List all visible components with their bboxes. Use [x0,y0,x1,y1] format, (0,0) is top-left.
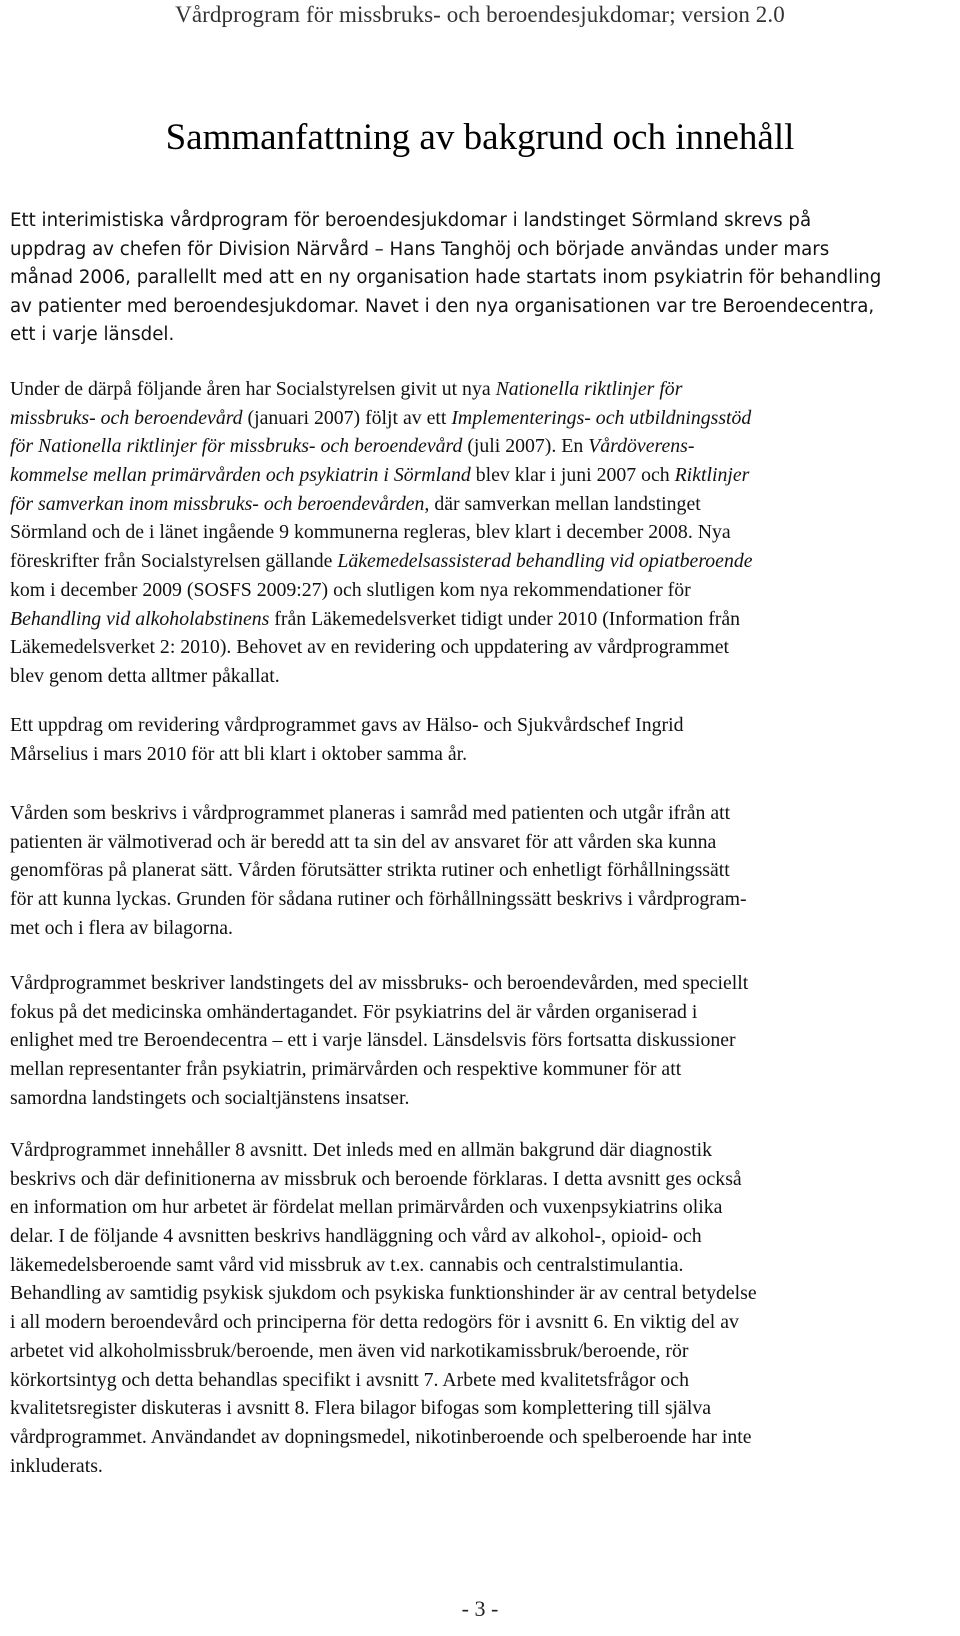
text-line [10,236,960,265]
text-line [10,914,960,943]
body-text: i all modern beroendevård och principerna för detta redogörs för i avsnitt 6. En viktig del av [10,1311,739,1334]
italic-title-text: Implementerings- och utbildningsstöd [451,406,752,429]
paragraph-care-planning [10,799,960,942]
body-text: enlighet med tre Beroendecentra – ett i varje länsdel. Länsdelsvis förs fortsatta diskussioner [10,1029,736,1052]
text-line [10,799,960,828]
text-line [10,1055,960,1084]
text-line [10,1165,960,1194]
body-text: föreskrifter från Socialstyrelsen gällande [10,550,338,573]
body-text: beskrivs och där definitionerna av missbruk och beroende förklaras. I detta avsnitt ges också [10,1167,742,1190]
text-line [10,1337,960,1366]
body-text: Mårselius i mars 2010 för att bli klart i oktober samma år. [10,742,468,765]
italic-title-text: Vårdöverens- [588,435,695,458]
body-text: uppdrag av chefen för Division Närvård – Hans Tanghöj och började användas under mars [10,238,830,260]
text-line [10,1452,960,1481]
body-text: fokus på det medicinska omhändertagandet. För psykiatrins del är vården organiserad i [10,1000,698,1023]
italic-title-text: Riktlinjer [674,464,750,487]
text-line [10,1308,960,1337]
body-text: av patienter med beroendesjukdomar. Navet i den nya organisationen var tre Beroendecentra, [10,295,875,317]
body-text: genomföras på planerat sätt. Vården förutsätter strikta rutiner och enhetligt förhållningssätt [10,859,730,882]
body-text: en information om hur arbetet är fördelat mellan primärvården och vuxenpsykiatrins olika [10,1196,723,1219]
body-text: delar. I de följande 4 avsnitten beskrivs handläggning och vård av alkohol-, opioid- och [10,1225,702,1248]
body-text: Ett interimistiska vårdprogram för beroendesjukdomar i landstinget Sörmland skrevs på [10,210,812,231]
page-title: Sammanfattning av bakgrund och innehåll [165,117,795,158]
text-line [10,547,960,576]
text-line [10,375,960,404]
text-line [10,885,960,914]
italic-title-text: missbruks- och beroendevård [10,406,243,429]
body-text: från Läkemedelsverket tidigt under 2010 (Information från [269,607,741,630]
body-text: Vården som beskrivs i vårdprogrammet planeras i samråd med patienten och utgår ifrån att [10,802,731,824]
italic-title-text: kommelse mellan primärvården och psykiatrin i Sörmland [10,464,471,487]
body-text: , där samverkan mellan landstinget [424,492,701,515]
body-text: vårdprogrammet. Användandet av dopningsmedel, nikotinberoende och spelberoende har inte [10,1425,752,1448]
body-text: ett i varje länsdel. [10,324,175,345]
page-number: - 3 - [461,1596,499,1621]
body-text: patienten är välmotiverad och är beredd att ta sin del av ansvaret för att vården ska kunna [10,830,717,853]
paragraph-intro [10,207,960,350]
text-line [10,998,960,1027]
text-line [10,490,960,519]
paragraph-revision-assignment [10,711,960,768]
text-line [10,856,960,885]
paragraph-guidelines [10,375,960,691]
body-text: Vårdprogrammet beskriver landstingets del av missbruks- och beroendevården, med speciellt [10,972,749,994]
text-line [10,605,960,634]
text-line [10,518,960,547]
text-line [10,633,960,662]
body-text: arbetet vid alkoholmissbruk/beroende, men även vid narkotikamissbruk/beroende, rör [10,1339,689,1362]
body-text: körkortsintyg och detta behandlas specifikt i avsnitt 7. Arbete med kvalitetsfrågor och [10,1368,689,1391]
italic-title-text: för samverkan inom missbruks- och beroendevården [10,492,425,515]
text-line [10,1251,960,1280]
italic-title-text: Nationella riktlinjer för [495,378,683,400]
text-line [10,293,960,322]
body-text: Behandling av samtidig psykisk sjukdom och psykiska funktionshinder är av central betydelse [10,1282,757,1305]
body-text: Under de därpå följande åren har Socialstyrelsen givit ut nya [10,378,496,400]
running-header: Vårdprogram för missbruks- och beroendesjukdomar; version 2.0 [175,2,785,27]
text-line [10,207,960,236]
paragraph-program-scope [10,969,960,1112]
body-text: Vårdprogrammet innehåller 8 avsnitt. Det inleds med en allmän bakgrund där diagnostik [10,1139,713,1161]
text-line [10,969,960,998]
text-line [10,740,960,769]
text-line [10,711,960,740]
text-line [10,404,960,433]
text-line [10,1222,960,1251]
body-text: Sörmland och de i länet ingående 9 kommunerna regleras, blev klart i december 2008. Nya [10,521,731,544]
body-text: blev genom detta alltmer påkallat. [10,664,280,687]
text-line [10,828,960,857]
text-line [10,1394,960,1423]
body-text: månad 2006, parallellt med att en ny organisation hade startats inom psykiatrin för behandling [10,267,882,288]
text-line [10,1136,960,1165]
body-text: (januari 2007) följt av ett [242,406,452,429]
body-text: blev klar i juni 2007 och [470,464,675,487]
paragraph-program-contents [10,1136,960,1480]
body-text: läkemedelsberoende samt vård vid missbruk av t.ex. cannabis och centralstimulantia. [10,1253,684,1276]
body-text: (juli 2007). En [462,435,589,458]
text-line [10,1026,960,1055]
text-line [10,576,960,605]
body-text: Ett uppdrag om revidering vårdprogrammet gavs av Hälso- och Sjukvårdschef Ingrid [10,714,684,736]
text-line [10,662,960,691]
text-line [10,461,960,490]
text-line [10,1423,960,1452]
body-text: kom i december 2009 (SOSFS 2009:27) och slutligen kom nya rekommendationer för [10,578,691,601]
text-line [10,264,960,293]
body-text: Läkemedelsverket 2: 2010). Behovet av en revidering och uppdatering av vårdprogrammet [10,636,730,659]
text-line [10,1279,960,1308]
text-line [10,432,960,461]
body-text: samordna landstingets och socialtjänstens insatser. [10,1086,410,1109]
text-line [10,321,960,350]
body-text: mellan representanter från psykiatrin, primärvården och respektive kommuner för att [10,1058,682,1081]
text-line [10,1366,960,1395]
body-text: met och i flera av bilagorna. [10,916,233,939]
body-text: inkluderats. [10,1454,103,1477]
italic-title-text: Behandling vid alkoholabstinens [10,607,270,630]
body-text: för att kunna lyckas. Grunden för sådana rutiner och förhållningssätt beskrivs i vårdprogram- [10,888,747,911]
text-line [10,1084,960,1113]
text-line [10,1193,960,1222]
body-text: kvalitetsregister diskuteras i avsnitt 8. Flera bilagor bifogas som komplettering till själva [10,1397,711,1420]
italic-title-text: för Nationella riktlinjer för missbruks- och beroendevård [10,435,463,458]
italic-title-text: Läkemedelsassisterad behandling vid opiatberoende [337,550,753,573]
